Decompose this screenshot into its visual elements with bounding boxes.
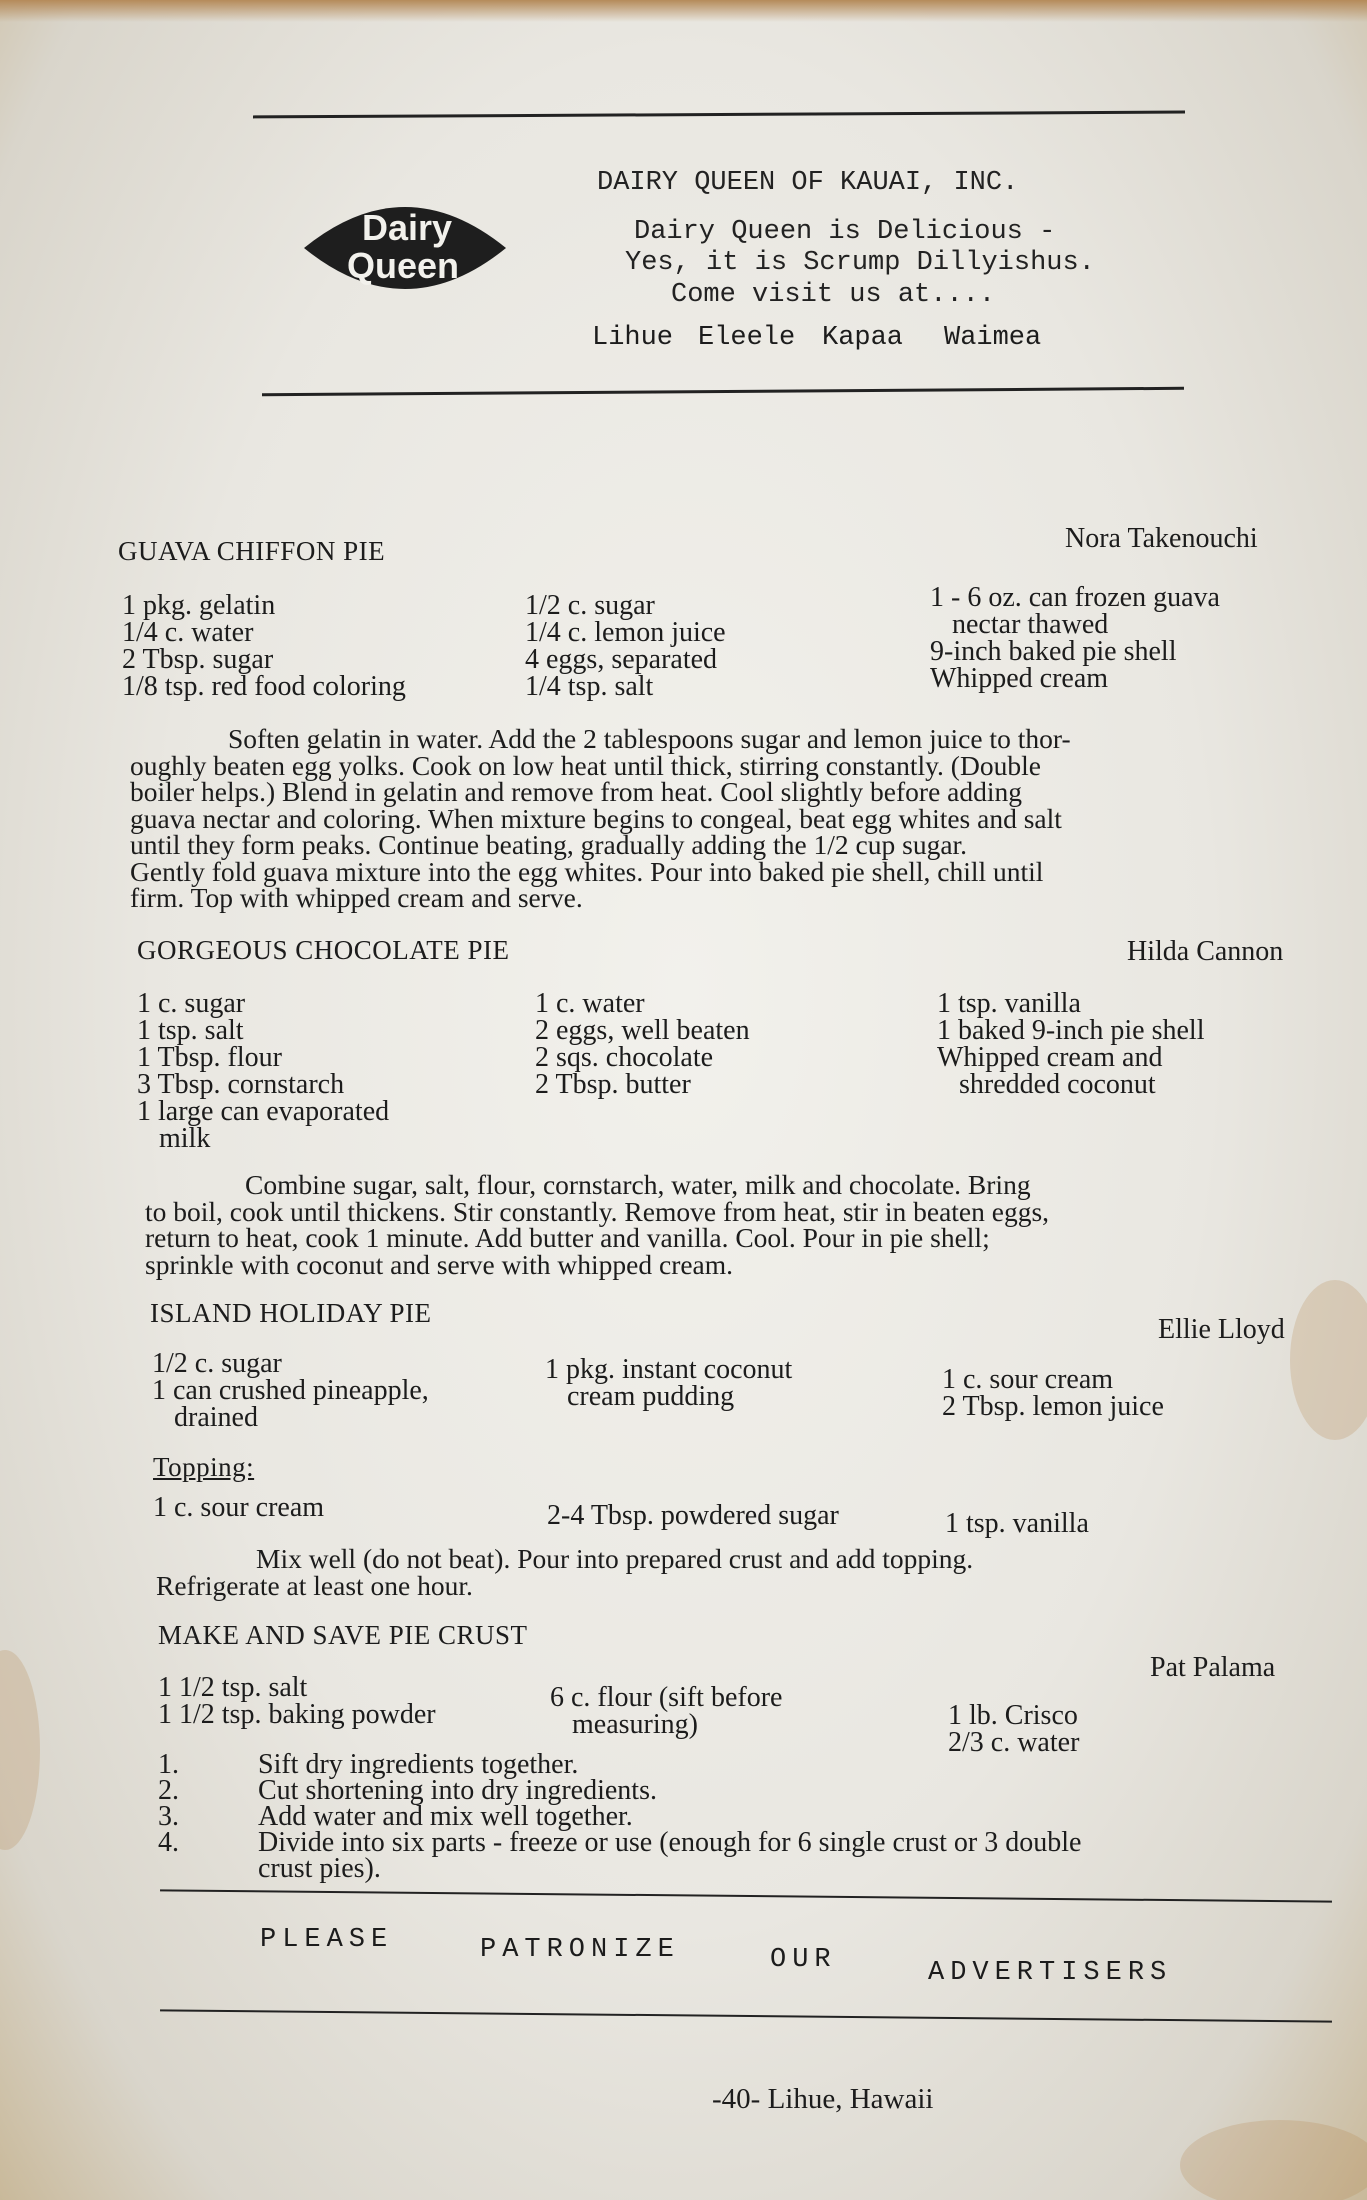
recipe-author: Ellie Lloyd <box>1158 1314 1285 1345</box>
step: 4. Divide into six parts - freeze or use (enough for 6 single crust or 3 double <box>158 1827 1082 1858</box>
logo-text-2: Queen <box>346 245 460 286</box>
ad-bottom-rule <box>262 387 1184 396</box>
step: 2. Cut shortening into dry ingredients. <box>158 1775 657 1806</box>
recipe-directions: Soften gelatin in water. Add the 2 tablespoons sugar and lemon juice to thor- oughly beaten egg yolks. Cook on low heat until thick, stirring constantly. (Double boiler helps.) Blend in gelatin and remove from heat. Cool slightly before adding guava nectar and coloring. When mixture begins to congeal, beat egg whites and salt until they form peaks. Continue beating, gradually adding the 1/2 cup sugar. Gently fold guava mixture into the egg whites. Pour into baked pie shell, chill until firm. Top with whipped cream and serve. <box>130 723 1071 913</box>
ingredients-col-3: 1 - 6 oz. can frozen guava nectar thawed 9-inch baked pie shell Whipped cream <box>930 582 1220 694</box>
recipe-directions: Combine sugar, salt, flour, cornstarch, water, milk and chocolate. Bring to boil, cook until thickens. Stir constantly. Remove from heat, stir in beaten eggs, return to heat, cook 1 minute. Add butter and vanilla. Cool. Pour in pie shell; sprinkle with coconut and serve with whipped cream. <box>145 1169 1050 1280</box>
banner-word: PATRONIZE <box>480 1935 680 1965</box>
dairy-queen-logo <box>300 170 510 325</box>
recipe-author: Pat Palama <box>1150 1652 1276 1683</box>
ingredients-col-2: 1 c. water 2 eggs, well beaten 2 sqs. chocolate 2 Tbsp. butter <box>535 988 750 1100</box>
recipe-directions: Mix well (do not beat). Pour into prepared crust and add topping. Refrigerate at least one hour. <box>156 1543 974 1601</box>
banner-word: PLEASE <box>260 1925 394 1955</box>
recipe-title: ISLAND HOLIDAY PIE <box>150 1298 432 1328</box>
ad-slogan-2: Yes, it is Scrump Dillyishus. <box>625 248 1095 278</box>
ad-slogan-1: Dairy Queen is Delicious - <box>634 217 1056 247</box>
ad-town: Eleele <box>698 323 796 353</box>
stain <box>1180 2120 1367 2200</box>
topping-label: Topping: <box>153 1452 255 1482</box>
ingredients-col-3: 1 tsp. vanilla 1 baked 9-inch pie shell Whipped cream and shredded coconut <box>937 988 1205 1100</box>
recipe-title: GORGEOUS CHOCOLATE PIE <box>137 935 510 965</box>
banner-top-rule <box>160 1889 1332 1902</box>
ingredients-col-1: 1 pkg. gelatin 1/4 c. water 2 Tbsp. sugar 1/8 tsp. red food coloring <box>122 590 406 702</box>
logo-text-1: Dairy <box>361 207 453 248</box>
ingredients-col-2: 1 pkg. instant coconut cream pudding <box>545 1354 793 1412</box>
step: 3. Add water and mix well together. <box>158 1801 633 1832</box>
recipe-title: MAKE AND SAVE PIE CRUST <box>158 1620 528 1650</box>
step: 1. Sift dry ingredients together. <box>158 1749 579 1780</box>
stain <box>0 1650 40 1850</box>
ingredients-col-1: 1 1/2 tsp. salt 1 1/2 tsp. baking powder <box>158 1672 436 1730</box>
banner-word: ADVERTISERS <box>928 1958 1173 1988</box>
ingredients-col-3: 1 lb. Crisco 2/3 c. water <box>948 1700 1080 1758</box>
ingredients-col-3: 1 c. sour cream 2 Tbsp. lemon juice <box>942 1364 1164 1422</box>
banner-bottom-rule <box>160 2009 1332 2022</box>
ingredients-col-1: 1 c. sugar 1 tsp. salt 1 Tbsp. flour 3 Tbsp. cornstarch 1 large can evaporated milk <box>137 988 390 1154</box>
ad-town: Kapaa <box>822 323 904 353</box>
ad-slogan-3: Come visit us at.... <box>671 280 996 310</box>
topping-item: 1 tsp. vanilla <box>945 1508 1089 1539</box>
stain <box>1290 1280 1367 1440</box>
ingredients-col-2: 1/2 c. sugar 1/4 c. lemon juice 4 eggs, separated 1/4 tsp. salt <box>525 590 726 702</box>
topping-item: 2-4 Tbsp. powdered sugar <box>547 1500 839 1531</box>
ad-town: Waimea <box>944 323 1042 353</box>
page-footer: -40- Lihue, Hawaii <box>712 2083 934 2115</box>
ad-town: Lihue <box>592 323 674 353</box>
recipe-title: GUAVA CHIFFON PIE <box>118 536 386 566</box>
ad-company: DAIRY QUEEN OF KAUAI, INC. <box>597 168 1019 198</box>
step-continuation: crust pies). <box>258 1853 381 1884</box>
recipe-author: Nora Takenouchi <box>1065 523 1258 554</box>
ingredients-col-1: 1/2 c. sugar 1 can crushed pineapple, drained <box>152 1348 429 1433</box>
banner-word: OUR <box>770 1945 837 1975</box>
topping-item: 1 c. sour cream <box>153 1492 325 1523</box>
recipe-author: Hilda Cannon <box>1127 936 1284 967</box>
ad-top-rule <box>253 111 1185 119</box>
crust-steps <box>158 1749 1082 1884</box>
page-edge <box>0 0 1367 22</box>
ingredients-col-2: 6 c. flour (sift before measuring) <box>550 1682 783 1740</box>
